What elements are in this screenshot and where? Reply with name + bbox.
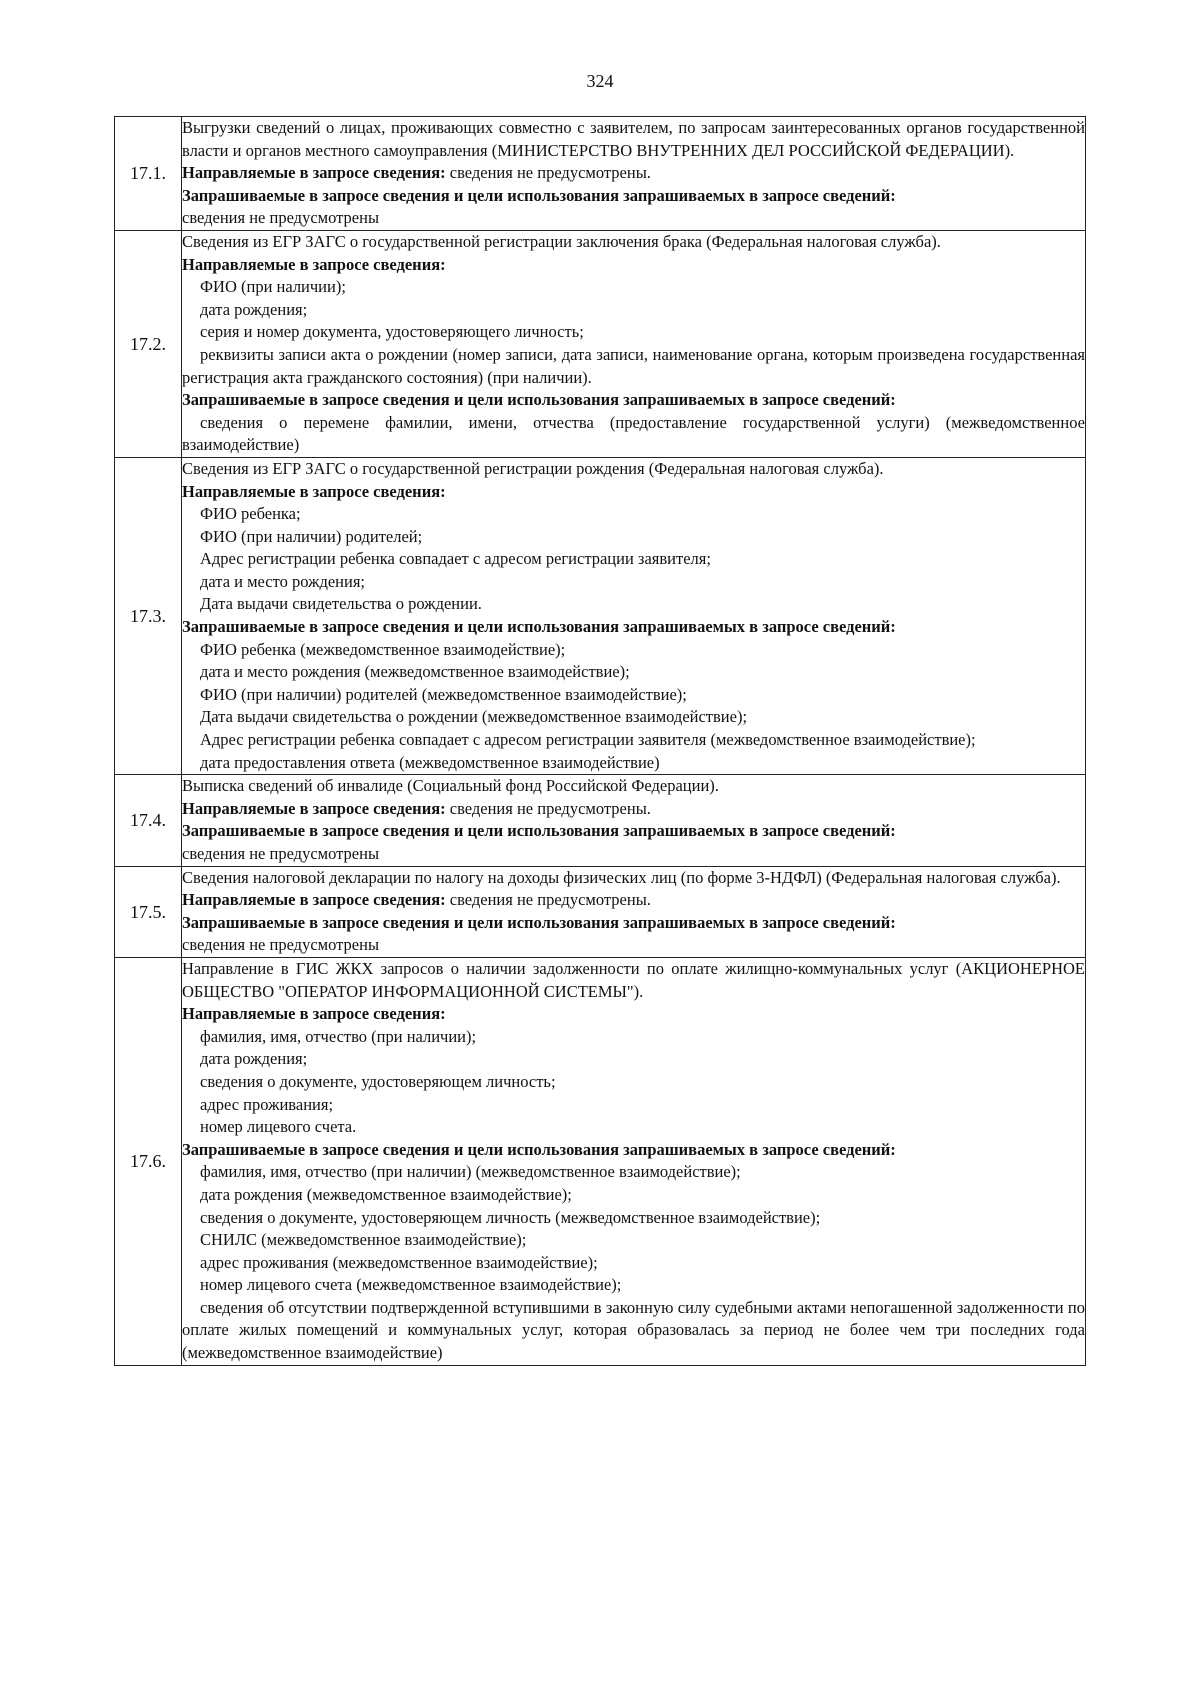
list-item: сведения об отсутствии подтвержденной вступившими в законную силу судебными актами непогашенной задолженности по оплате жилых помещений и коммунальных услуг, которая образовалась за период не более чем три последних года (межведомственное взаимодействие) (182, 1297, 1085, 1363)
paragraph: Сведения из ЕГР ЗАГС о государственной регистрации рождения (Федеральная налоговая служба). (182, 458, 884, 478)
list-item: номер лицевого счета. (200, 1117, 357, 1137)
list-item: дата предоставления ответа (межведомственное взаимодействие) (200, 752, 660, 772)
section-heading: Направляемые в запросе сведения: (182, 481, 446, 501)
section-value: сведения не предусмотрены. (445, 163, 651, 183)
table-row (115, 230, 1086, 457)
paragraph (182, 162, 1085, 185)
section-heading: Запрашиваемые в запросе сведения и цели использования запрашиваемых в запросе сведений: (182, 1139, 896, 1159)
list-item: фамилия, имя, отчество (при наличии) (межведомственное взаимодействие); (200, 1162, 741, 1182)
list-item: адрес проживания; (200, 1094, 334, 1114)
paragraph: сведения не предусмотрены (182, 935, 380, 955)
table-row (115, 866, 1086, 957)
list-item: Адрес регистрации ребенка совпадает с адресом регистрации заявителя (межведомственное взаимодействие); (200, 730, 976, 750)
row-content (182, 775, 1086, 866)
list-item: номер лицевого счета (межведомственное взаимодействие); (200, 1275, 622, 1295)
table-row (115, 775, 1086, 866)
row-number: 17.2. (115, 230, 182, 457)
section-heading: Запрашиваемые в запросе сведения и цели использования запрашиваемых в запросе сведений: (182, 617, 896, 637)
paragraph: сведения не предусмотрены (182, 844, 380, 863)
paragraph: Сведения налоговой декларации по налогу на доходы физических лиц (по форме 3-НДФЛ) (Федеральная налоговая служба). (182, 867, 1061, 887)
list-item: дата и место рождения (межведомственное взаимодействие); (200, 662, 630, 682)
section-label: Направляемые в запросе сведения: (182, 798, 446, 818)
section-heading: Запрашиваемые в запросе сведения и цели использования запрашиваемых в запросе сведений: (182, 821, 896, 841)
list-item: дата рождения; (200, 299, 308, 319)
list-item: дата рождения; (200, 1049, 308, 1069)
section-value: сведения не предусмотрены. (445, 798, 651, 818)
section-heading: Запрашиваемые в запросе сведения и цели использования запрашиваемых в запросе сведений: (182, 912, 896, 932)
row-number: 17.6. (115, 957, 182, 1365)
paragraph: Выгрузки сведений о лицах, проживающих совместно с заявителем, по запросам заинтересованных органов государственной власти и органов местного самоуправления (МИНИСТЕРСТВО ВНУТРЕННИХ ДЕЛ РОССИЙСКОЙ ФЕДЕРАЦИИ). (182, 118, 1085, 160)
row-content (182, 457, 1086, 774)
list-item: ФИО (при наличии) родителей (межведомственное взаимодействие); (200, 684, 687, 704)
list-item: ФИО ребенка (межведомственное взаимодействие); (200, 639, 566, 659)
paragraph: Выписка сведений об инвалиде (Социальный фонд Российской Федерации). (182, 776, 719, 796)
row-number: 17.4. (115, 775, 182, 866)
list-item: сведения о документе, удостоверяющем личность (межведомственное взаимодействие); (200, 1207, 821, 1227)
list-item: ФИО (при наличии) родителей; (200, 526, 423, 546)
list-item: дата и место рождения; (200, 571, 366, 591)
paragraph (182, 889, 1085, 912)
section-heading: Направляемые в запросе сведения: (182, 1004, 446, 1024)
list-item: ФИО ребенка; (200, 504, 301, 524)
row-content (182, 957, 1086, 1365)
paragraph: сведения не предусмотрены (182, 208, 380, 228)
section-label: Направляемые в запросе сведения: (182, 163, 446, 183)
row-number: 17.1. (115, 117, 182, 231)
list-item: фамилия, имя, отчество (при наличии); (200, 1026, 477, 1046)
section-label: Направляемые в запросе сведения: (182, 890, 446, 910)
row-number: 17.5. (115, 866, 182, 957)
paragraph: Сведения из ЕГР ЗАГС о государственной регистрации заключения брака (Федеральная налоговая служба). (182, 231, 941, 251)
list-item: сведения о документе, удостоверяющем личность; (200, 1071, 556, 1091)
services-table (114, 116, 1086, 1366)
list-item: реквизиты записи акта о рождении (номер записи, дата записи, наименование органа, которым произведена государственная регистрация акта гражданского состояния) (при наличии). (182, 344, 1085, 387)
section-heading: Запрашиваемые в запросе сведения и цели использования запрашиваемых в запросе сведений: (182, 185, 896, 205)
list-item: СНИЛС (межведомственное взаимодействие); (200, 1230, 527, 1250)
list-item: Дата выдачи свидетельства о рождении (межведомственное взаимодействие); (200, 707, 748, 727)
row-content (182, 230, 1086, 457)
section-heading: Запрашиваемые в запросе сведения и цели использования запрашиваемых в запросе сведений: (182, 390, 896, 410)
table-body (115, 117, 1086, 1366)
list-item: ФИО (при наличии); (200, 277, 346, 297)
row-number: 17.3. (115, 457, 182, 774)
section-value: сведения не предусмотрены. (445, 890, 651, 910)
list-item: адрес проживания (межведомственное взаимодействие); (200, 1252, 598, 1272)
table-row (115, 457, 1086, 774)
list-item: серия и номер документа, удостоверяющего личность; (200, 322, 584, 342)
table-row (115, 957, 1086, 1365)
paragraph (182, 798, 1085, 821)
list-item: дата рождения (межведомственное взаимодействие); (200, 1184, 572, 1204)
page-number: 324 (586, 71, 614, 91)
section-heading: Направляемые в запросе сведения: (182, 254, 446, 274)
table-row (115, 117, 1086, 231)
list-item: сведения о перемене фамилии, имени, отчества (предоставление государственной услуги) (межведомственное взаимодействие) (182, 412, 1085, 455)
list-item: Адрес регистрации ребенка совпадает с адресом регистрации заявителя; (200, 549, 711, 569)
row-content (182, 117, 1086, 231)
row-content (182, 866, 1086, 957)
paragraph: Направление в ГИС ЖКХ запросов о наличии задолженности по оплате жилищно-коммунальных услуг (АКЦИОНЕРНОЕ ОБЩЕСТВО "ОПЕРАТОР ИНФОРМАЦИОННОЙ СИСТЕМЫ"). (182, 958, 1085, 1001)
list-item: Дата выдачи свидетельства о рождении. (200, 594, 482, 614)
